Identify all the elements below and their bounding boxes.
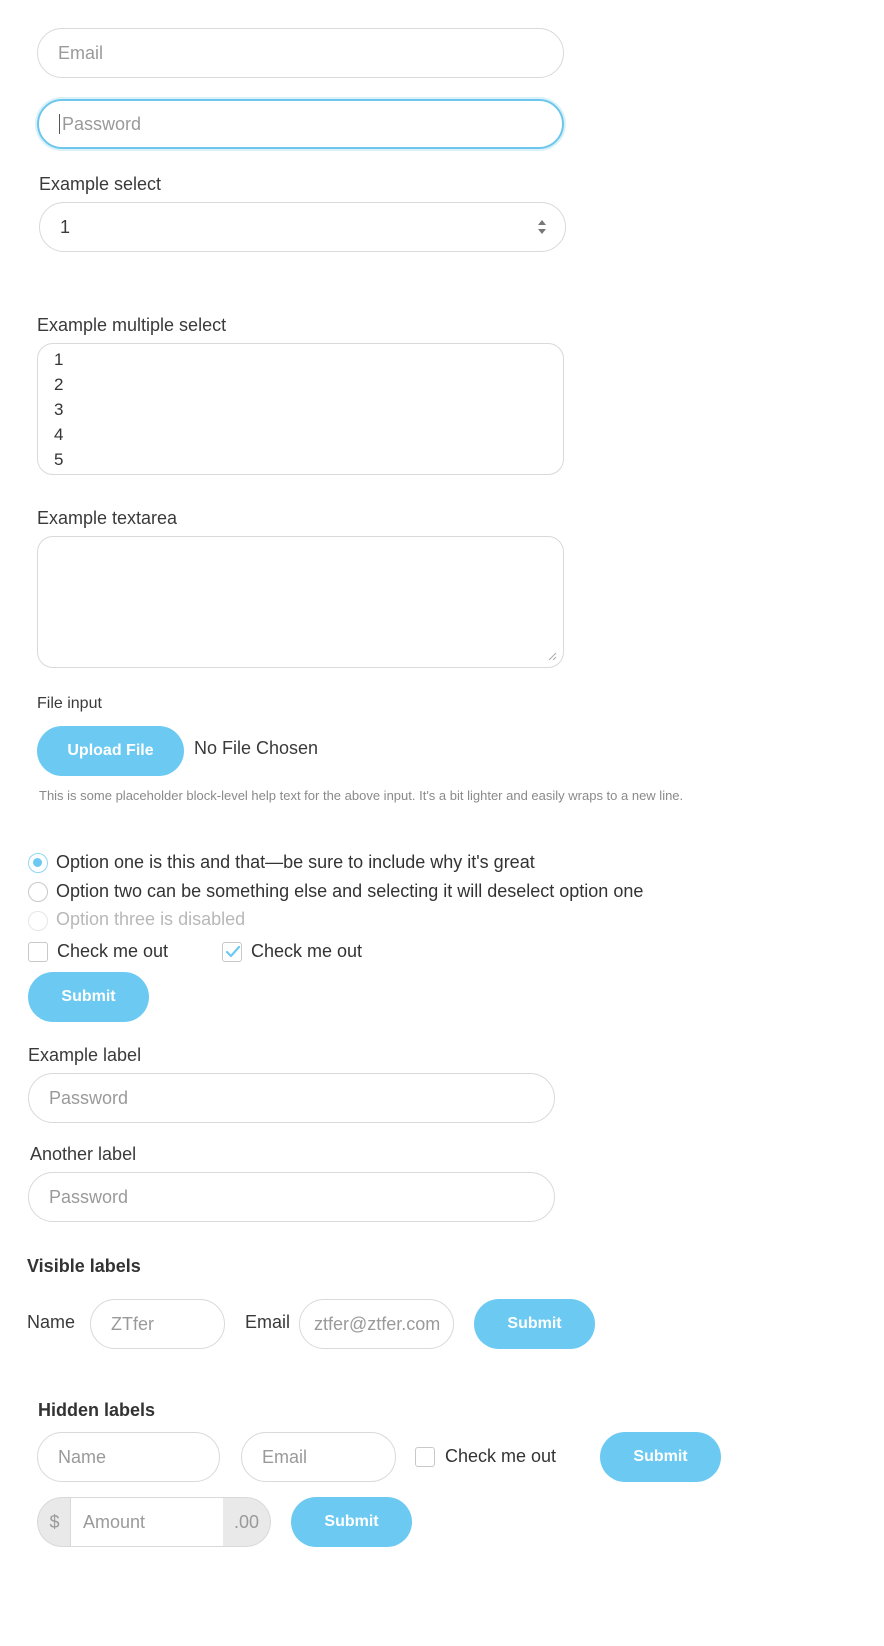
- multi-select-label: Example multiple select: [37, 315, 227, 335]
- checkmark-icon: [225, 944, 241, 960]
- another-password-input[interactable]: [28, 1172, 555, 1222]
- select-arrows-icon: [537, 219, 547, 237]
- checkbox-two[interactable]: [222, 942, 242, 962]
- hidden-submit-button[interactable]: Submit: [600, 1432, 721, 1482]
- amount-placeholder: Amount: [83, 1511, 146, 1532]
- example-password-placeholder: Password: [49, 1087, 129, 1108]
- hidden-name-input[interactable]: [37, 1432, 220, 1482]
- help-text: This is some placeholder block-level help text for the above input. It's a bit lighter and easily wraps to a new line.: [39, 788, 684, 803]
- example-textarea[interactable]: [37, 536, 564, 668]
- email-placeholder: Email: [58, 42, 104, 63]
- hidden-labels-heading: Hidden labels: [38, 1400, 156, 1420]
- email-input[interactable]: [37, 28, 564, 78]
- example-select[interactable]: [39, 202, 566, 252]
- multi-option[interactable]: 1: [54, 350, 64, 369]
- amount-prefix: $: [37, 1497, 71, 1547]
- radio-option-three-label: Option three is disabled: [56, 909, 246, 929]
- amount-input[interactable]: [70, 1497, 224, 1547]
- hidden-checkbox[interactable]: [415, 1447, 435, 1467]
- radio-option-three: [28, 911, 48, 931]
- example-label: Example label: [28, 1045, 142, 1065]
- submit-button[interactable]: Submit: [28, 972, 149, 1022]
- another-password-placeholder: Password: [49, 1186, 129, 1207]
- example-password-input[interactable]: [28, 1073, 555, 1123]
- textarea-label: Example textarea: [37, 508, 178, 528]
- another-label: Another label: [30, 1144, 137, 1164]
- multiple-select[interactable]: [37, 343, 564, 475]
- radio-option-one-label: Option one is this and that—be sure to include why it's great: [56, 852, 535, 872]
- email-label: Email: [245, 1312, 291, 1332]
- file-input-label: File input: [37, 695, 102, 712]
- checkbox-two-label: Check me out: [251, 941, 363, 961]
- amount-suffix: .00: [223, 1497, 271, 1547]
- hidden-email-input[interactable]: [241, 1432, 396, 1482]
- visible-labels-heading: Visible labels: [27, 1256, 141, 1276]
- name-label: Name: [27, 1312, 76, 1332]
- radio-option-one[interactable]: [28, 853, 48, 873]
- password-input[interactable]: [37, 99, 564, 149]
- radio-option-two[interactable]: [28, 882, 48, 902]
- password-placeholder: Password: [62, 113, 142, 134]
- email-value: ztfer@ztfer.com: [314, 1313, 441, 1334]
- amount-submit-button[interactable]: Submit: [291, 1497, 412, 1547]
- radio-option-two-label: Option two can be something else and selecting it will deselect option one: [56, 881, 644, 901]
- visible-submit-button[interactable]: Submit: [474, 1299, 595, 1349]
- multi-option[interactable]: 5: [54, 450, 64, 469]
- select-label: Example select: [39, 174, 162, 194]
- hidden-name-placeholder: Name: [58, 1446, 107, 1467]
- multi-option[interactable]: 4: [54, 425, 64, 444]
- select-value: 1: [60, 216, 71, 237]
- name-input[interactable]: [90, 1299, 225, 1349]
- visible-email-input[interactable]: [299, 1299, 454, 1349]
- hidden-email-placeholder: Email: [262, 1446, 308, 1467]
- checkbox-one-label: Check me out: [57, 941, 169, 961]
- upload-file-button[interactable]: Upload File: [37, 726, 184, 776]
- text-caret: [59, 114, 60, 134]
- resize-handle-icon[interactable]: [547, 651, 557, 661]
- hidden-checkbox-label: Check me out: [445, 1446, 557, 1466]
- multi-option[interactable]: 2: [54, 375, 64, 394]
- checkbox-one[interactable]: [28, 942, 48, 962]
- file-status: No File Chosen: [194, 738, 319, 758]
- multi-option[interactable]: 3: [54, 400, 64, 419]
- name-value: ZTfer: [111, 1313, 154, 1334]
